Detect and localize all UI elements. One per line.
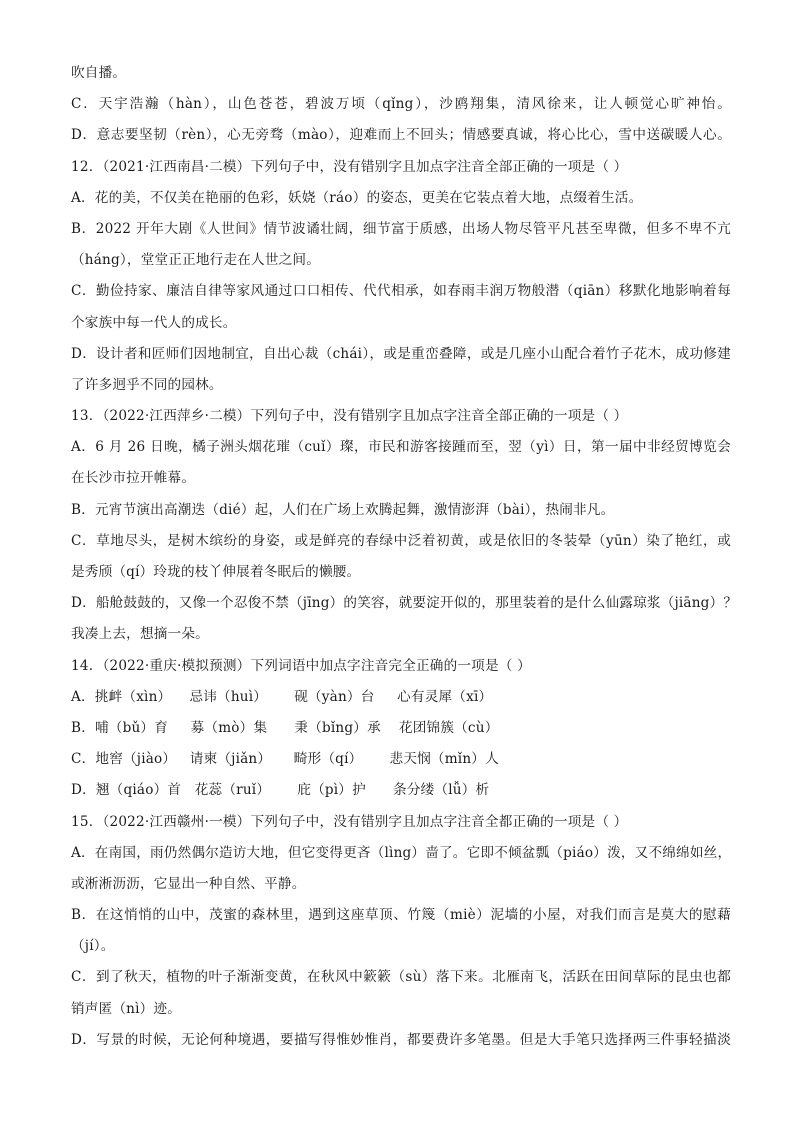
text-line: D．写景的时候，无论何种境遇，要描写得惟妙惟肖，都要费许多笔墨。但是大手笔只选择两三件事轻描淡 [71,1031,731,1048]
text-line: C．草地尽头，是树木缤纷的身姿，或是鲜亮的春绿中泛着初黄，或是依旧的冬装晕（yūn）染了艳红，或 [71,532,731,549]
text-line: 个家族中每一代人的成长。 [71,314,237,331]
text-line: A．在南国，雨仍然偶尔造访大地，但它变得更吝（lìng）啬了。它即不倾盆瓢（piáo）泼，又不绵绵如丝， [71,844,732,861]
question-15-stem: 15．（2022·江西赣州·一模）下列句子中，没有错别字且加点字注音全都正确的一项是（ ） [71,813,628,830]
question-14-stem: 14．（2022·重庆·模拟预测）下列词语中加点字注音完全正确的一项是（ ） [71,657,531,674]
text-line: B．元宵节演出高潮迭（dié）起，人们在广场上欢腾起舞，激情澎湃（bài），热闹非凡。 [71,501,615,518]
text-line: D．设计者和匠师们因地制宜，自出心裁（chái），或是重峦叠障，或是几座小山配合着竹子花木，成功修建 [71,345,731,362]
text-line: D．翘（qiáo）首 花蕊（ruǐ） 庇（pì）护 条分缕（lǚ）析 [71,782,490,799]
text-line: 了许多迥乎不同的园林。 [71,376,223,393]
text-line: A．6 月 26 日晚，橘子洲头烟花璀（cuǐ）璨，市民和游客接踵而至，翌（yì）日，第一届中非经贸博览会 [71,439,731,456]
text-line: C．到了秋天，植物的叶子渐渐变黄，在秋风中簌簌（sù）落下来。北雁南飞，活跃在田间草际的昆虫也都 [71,969,731,986]
document-page [71,58,738,1056]
text-line: 在长沙市拉开帷幕。 [71,470,196,487]
text-line: C．地窖（jiào） 请柬（jiǎn） 畸形（qí） 悲天悯（mǐn）人 [71,751,499,768]
text-line: （háng），堂堂正正地行走在人世之间。 [71,252,321,269]
text-line: D．船舱鼓鼓的，又像一个忍俊不禁（jīng）的笑容，就要淀开似的，那里装着的是什么仙露琼浆（jiāng）？ [71,595,738,612]
text-line: B．2022 开年大剧《人世间》情节波谲壮阔，细节富于质感，出场人物尽管平凡甚至卑微，但多不卑不亢 [71,220,731,237]
text-line: （jí）。 [71,938,115,955]
text-line: C．天宇浩瀚（hàn），山色苍苍，碧波万顷（qǐng），沙鸥翔集，清风徐来，让人顿觉心旷神怡。 [71,96,731,113]
text-line: 是秀颀（qí）玲珑的枝丫伸展着冬眠后的懒腰。 [71,564,361,580]
text-line: 销声匿（nì）迹。 [71,1000,182,1017]
text-line: B．在这悄悄的山中，茂蜜的森林里，遇到这座草顶、竹篾（miè）泥墙的小屋，对我们而言是莫大的慰藉 [71,907,731,924]
text-line: A．花的美，不仅美在艳丽的色彩，妖娆（ráo）的姿态，更美在它装点着大地，点缀着生活。 [71,189,643,206]
text-line: 或淅淅沥沥，它显出一种自然、平静。 [71,875,306,892]
text-line: 吹自播。 [71,65,127,81]
text-line: B．哺（bǔ）育 募（mò）集 秉（bǐng）承 花团锦簇（cù） [71,719,499,736]
text-line: A．挑衅（xìn） 忌讳（huì） 砚（yàn）台 心有灵犀（xī） [71,688,493,705]
text-line: C．勤俭持家、廉洁自律等家风通过口口相传、代代相承，如春雨丰润万物般潜（qiān）移默化地影响着每 [71,283,731,300]
text-line: D．意志要坚韧（rèn），心无旁骛（mào），迎难而上不回头；情感要真诚，将心比心，雪中送碳暖人心。 [71,127,731,144]
question-12-stem: 12．（2021·江西南昌·二模）下列句子中，没有错别字且加点字注音全部正确的一项是（ ） [71,158,628,175]
text-line: 我凑上去，想摘一朵。 [71,626,209,643]
question-13-stem: 13．（2022·江西萍乡·二模）下列句子中，没有错别字且加点字注音全部正确的一项是（ ） [71,408,628,425]
